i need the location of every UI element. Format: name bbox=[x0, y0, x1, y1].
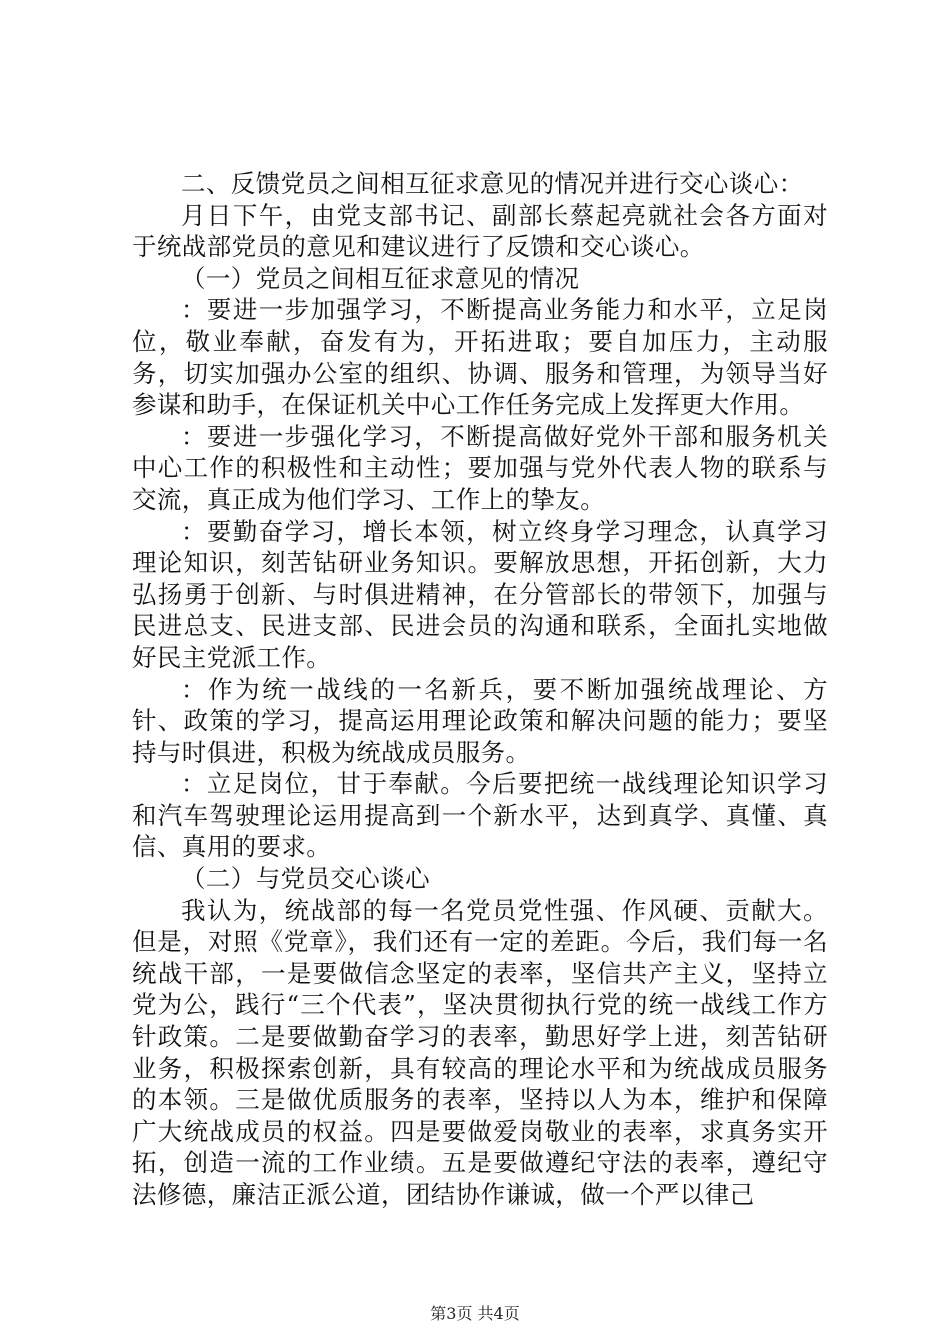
subheading-mutual-opinions: （一）党员之间相互征求意见的情况 bbox=[181, 263, 580, 293]
paragraph-heart-to-heart: 我认为，统战部的每一名党员党性强、作风硬、贡献大。但是，对照《党章》，我们还有一定的差距。今后，我们每一名统战干部，一是要做信念坚定的表率，坚信共产主义，坚持立党为公，践行“三个代表”，坚决贯彻执行党的统一战线工作方针政策。二是要做勤奋学习的表率，勤思好学上进，刻苦钻研业务，积极探索创新，具有较高的理论水平和为统战成员服务的本领。三是做优质服务的表率，坚持以人为本，维护和保障广大统战成员的权益。四是要做爱岗敬业的表率，求真务实开拓，创造一流的工作业绩。五是要做遵纪守法的表率，遵纪守法修德，廉洁正派公道，团结协作谦诚，做一个严以律己 bbox=[132, 895, 828, 1209]
paragraph-opinion-2: ：要进一步强化学习，不断提高做好党外干部和服务机关中心工作的积极性和主动性；要加强与党外代表人物的联系与交流，真正成为他们学习、工作上的挚友。 bbox=[132, 421, 828, 514]
paragraph-intro: 月日下午，由党支部书记、副部长蔡起亮就社会各方面对于统战部党员的意见和建议进行了反馈和交心谈心。 bbox=[132, 200, 828, 262]
subheading-heart-to-heart: （二）与党员交心谈心 bbox=[181, 864, 430, 894]
paragraph-opinion-1: ：要进一步加强学习，不断提高业务能力和水平，立足岗位，敬业奉献，奋发有为，开拓进取；要自加压力，主动服务，切实加强办公室的组织、协调、服务和管理，为领导当好参谋和助手，在保证机关中心工作任务完成上发挥更大作用。 bbox=[132, 295, 828, 420]
paragraph-opinion-5: ：立足岗位，甘于奉献。今后要把统一战线理论知识学习和汽车驾驶理论运用提高到一个新水平，达到真学、真懂、真信、真用的要求。 bbox=[132, 769, 828, 862]
document-body bbox=[132, 168, 828, 1211]
paragraph-opinion-4: ：作为统一战线的一名新兵，要不断加强统战理论、方针、政策的学习，提高运用理论政策和解决问题的能力；要坚持与时俱进，积极为统战成员服务。 bbox=[132, 674, 828, 767]
page-number-footer: 第3页 共4页 bbox=[430, 1304, 520, 1323]
section-heading-feedback: 二、反馈党员之间相互征求意见的情况并进行交心谈心： bbox=[181, 169, 804, 198]
paragraph-opinion-3: ：要勤奋学习，增长本领，树立终身学习理念，认真学习理论知识，刻苦钻研业务知识。要解放思想，开拓创新，大力弘扬勇于创新、与时俱进精神，在分管部长的带领下，加强与民进总支、民进支部、民进会员的沟通和联系，全面扎实地做好民主党派工作。 bbox=[132, 516, 828, 672]
